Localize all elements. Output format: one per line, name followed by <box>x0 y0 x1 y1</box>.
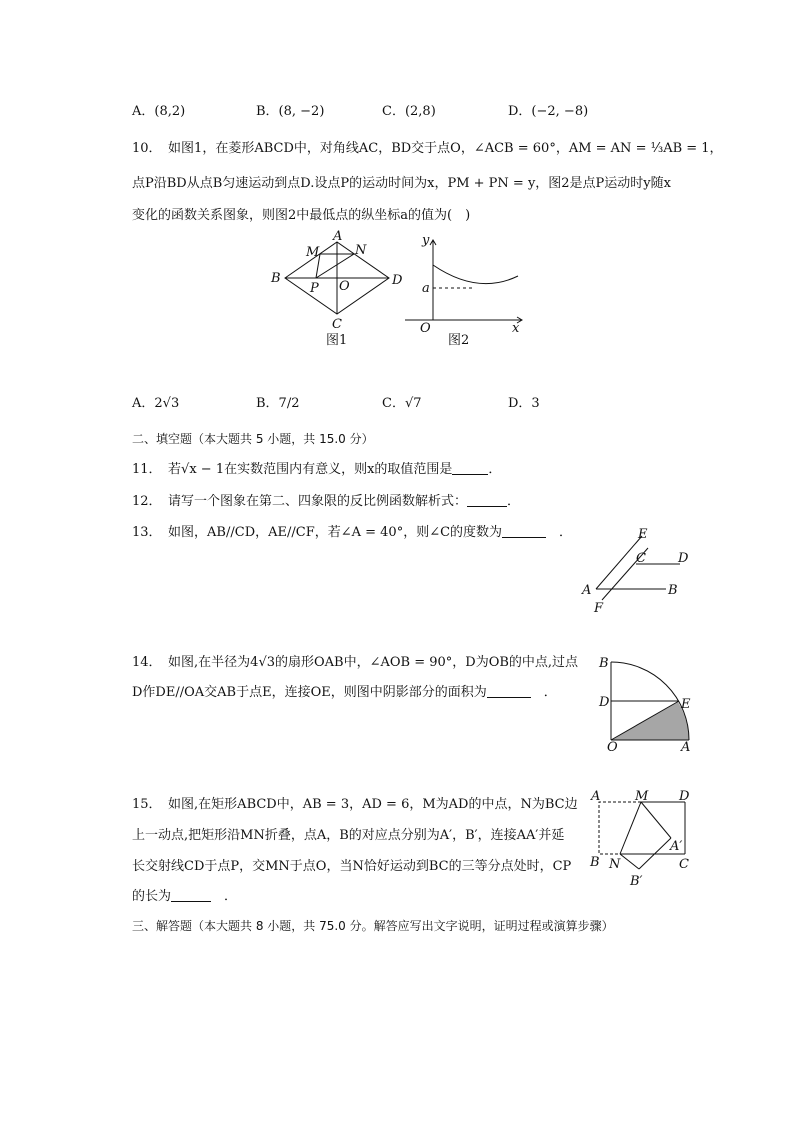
q14-label-e: E <box>681 697 691 712</box>
q15-label-n: N <box>609 857 621 872</box>
q10-line-2: 点P沿BD从点B匀速运动到点D.设点P的运动时间为x，PM + PN = y，图2是点P运动时y随x <box>132 176 671 191</box>
q11-stem: 11． 若√x − 1在实数范围内有意义，则x的取值范围是 <box>132 462 453 477</box>
q13-answer-blank[interactable] <box>502 525 546 538</box>
q15-label-d: D <box>679 789 690 804</box>
q11-text: 11． 若√x − 1在实数范围内有意义，则x的取值范围是 ． <box>132 462 502 477</box>
q15-label-b-prime: B′ <box>630 874 643 889</box>
q9-option-a: A．(8,2) <box>132 104 186 119</box>
q14-label-b: B <box>599 656 609 671</box>
q10-line-1: 10． 如图1，在菱形ABCD中，对角线AC，BD交于点O，∠ACB = 60°，AM = AN = ⅓AB = 1， <box>132 141 723 156</box>
fig2-label-a: a <box>422 281 430 296</box>
q13-label-a: A <box>582 583 592 598</box>
section-3-heading: 三、解答题（本大题共 8 小题，共 75.0 分。解答应写出文字说明，证明过程或演算步骤） <box>132 919 614 933</box>
q12-stem: 12． 请写一个图象在第二、四象限的反比例函数解析式： <box>132 494 468 509</box>
q15-label-c: C <box>679 857 689 872</box>
q15-figure <box>585 789 697 890</box>
q14-label-d: D <box>599 695 610 710</box>
q13-stem: 13． 如图，AB//CD，AE//CF，若∠A = 40°，则∠C的度数为 <box>132 525 503 540</box>
q14-answer-blank[interactable] <box>487 685 531 698</box>
q14-label-a: A <box>681 740 691 755</box>
fig1-label-c: C <box>332 317 342 332</box>
fig1-label-o: O <box>339 279 350 294</box>
q12-text: 12． 请写一个图象在第二、四象限的反比例函数解析式： ． <box>132 494 521 509</box>
fig2-label-x: x <box>512 321 520 336</box>
q13-label-f: F <box>594 601 604 616</box>
fig1-label-a: A <box>333 229 343 244</box>
fig1-caption: 图1 <box>326 333 348 348</box>
fig2-caption: 图2 <box>448 333 470 348</box>
q14-figure <box>595 652 700 755</box>
q10-option-a: A．2√3 <box>132 396 180 411</box>
fig1-label-b: B <box>271 271 281 286</box>
q10-option-c: C．√7 <box>382 396 422 411</box>
q14-line-1: 14． 如图,在半径为4√3的扇形OAB中，∠AOB = 90°，D为OB的中点,过点 <box>132 655 579 670</box>
q13-text: 13． 如图，AB//CD，AE//CF，若∠A = 40°，则∠C的度数为 ． <box>132 525 573 540</box>
fig1-label-m: M <box>306 245 320 260</box>
q13-figure <box>578 524 698 616</box>
q13-label-c: C <box>636 551 646 566</box>
section-2-heading: 二、填空题（本大题共 5 小题，共 15.0 分） <box>132 432 374 446</box>
q9-option-d: D．(−2, −8) <box>508 104 589 119</box>
q15-answer-blank[interactable] <box>171 889 211 902</box>
q13-label-b: B <box>668 583 678 598</box>
q15-text-4: 的长为 ． <box>132 889 238 904</box>
fig2-label-o: O <box>420 321 431 336</box>
q10-line-3: 变化的函数关系图象，则图2中最低点的纵坐标a的值为( ) <box>132 208 471 223</box>
q9-option-b: B．(8, −2) <box>256 104 325 119</box>
q15-line-2: 上一动点,把矩形沿MN折叠，点A，B的对应点分别为A′，B′，连接AA′并延 <box>132 828 565 843</box>
q14-line-2: D作DE//OA交AB于点E，连接OE，则图中阴影部分的面积为 <box>132 685 487 700</box>
q13-label-d: D <box>678 551 689 566</box>
q15-line-3: 长交射线CD于点P，交MN于点O，当N恰好运动到BC的三等分点处时，CP <box>132 859 572 874</box>
q15-label-a-prime: A′ <box>670 839 683 854</box>
fig1-label-d: D <box>392 273 403 288</box>
q14-label-o: O <box>607 740 618 755</box>
q14-text-2: D作DE//OA交AB于点E，连接OE，则图中阴影部分的面积为 ． <box>132 685 557 700</box>
q15-line-1: 15． 如图,在矩形ABCD中，AB = 3，AD = 6，M为AD的中点，N为BC边 <box>132 797 578 812</box>
q9-option-c: C．(2,8) <box>382 104 436 119</box>
q12-answer-blank[interactable] <box>467 494 507 507</box>
q10-option-b: B．7/2 <box>256 396 300 411</box>
q15-label-a: A <box>591 789 601 804</box>
q15-label-m: M <box>635 789 649 804</box>
q11-answer-blank[interactable] <box>452 462 488 475</box>
fig1-label-p: P <box>310 281 319 296</box>
fig2-label-y: y <box>422 233 430 248</box>
q10-figure-2 <box>400 232 530 350</box>
q15-line-4: 的长为 <box>132 889 172 904</box>
q10-option-d: D．3 <box>508 396 540 411</box>
q10-figure-1 <box>265 230 405 350</box>
q13-label-e: E <box>638 527 648 542</box>
q15-label-b: B <box>590 855 600 870</box>
fig1-label-n: N <box>355 243 367 258</box>
